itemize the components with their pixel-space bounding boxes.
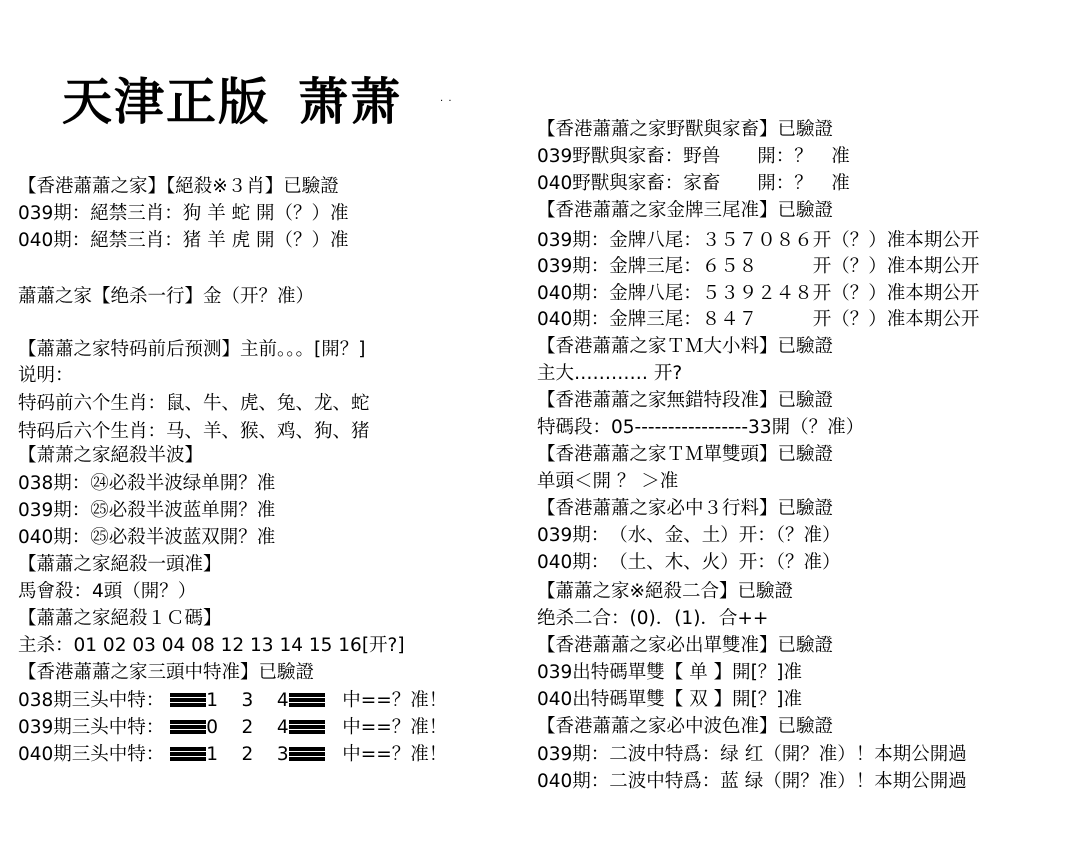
text-line: 040期：絕禁三肖：猪 羊 虎 開（？）准	[18, 230, 349, 251]
section-header: 【蕭蕭之家特码前后预测】主前。。。[開？]	[18, 339, 366, 360]
title-dots: · ·	[440, 96, 453, 107]
text-line: 039期：金牌三尾：６５８ 开（？）准本期公开	[537, 256, 980, 277]
text-line: 说明：	[18, 365, 74, 386]
text-line: 特码后六个生肖：马、羊、猴、鸡、狗、猪	[18, 421, 370, 442]
text-line: 绝杀二合：(0)．(1)．合++	[537, 608, 769, 629]
title-main: 天津正版	[62, 72, 270, 131]
text-line: 040期：金牌三尾：８４７ 开（？）准本期公开	[537, 309, 980, 330]
text-line: 040期： （土、木、火）开：（？准）	[537, 552, 841, 573]
text-line: 039期：㉕必殺半波蓝单開？准	[18, 500, 276, 521]
text-line: 040期：㉕必殺半波蓝双開？准	[18, 527, 276, 548]
text-line: 馬會殺：4頭（開？）	[18, 581, 197, 602]
text-line: 蕭蕭之家【绝杀一行】金（开？准）	[18, 286, 315, 307]
section-header: 【香港蕭蕭之家ＴＭ單雙頭】已驗證	[537, 444, 834, 465]
section-header: 【香港蕭蕭之家金牌三尾准】已驗證	[537, 200, 834, 221]
bars-icon	[289, 720, 325, 734]
three-heads-row: 039期三头中特： 0 2 4 中==？准！	[18, 717, 448, 738]
text-line: 039期： （水、金、土）开：（？准）	[537, 525, 841, 546]
page-title	[62, 62, 402, 134]
text-line: 039野獸與家畜：野兽 開：？ 准	[537, 146, 850, 167]
text-line: 040期：二波中特爲：蓝 绿（開？准）！本期公開過	[537, 771, 967, 792]
text-line: 038期：㉔必殺半波绿单開？准	[18, 473, 276, 494]
text-line: 040野獸與家畜：家畜 開：？ 准	[537, 173, 850, 194]
section-header: 【香港蕭蕭之家必中波色准】已驗證	[537, 716, 834, 737]
text-line: 039期：金牌八尾：３５７０８６开（？）准本期公开	[537, 230, 980, 251]
bars-icon	[170, 693, 206, 707]
section-header: 【蕭蕭之家絕殺一頭准】	[18, 554, 222, 575]
section-header: 【香港蕭蕭之家必出單雙准】已驗證	[537, 635, 834, 656]
text-line: 单頭＜開 ？ ＞准	[537, 471, 679, 492]
section-header: 【香港蕭蕭之家ＴＭ大小料】已驗證	[537, 336, 834, 357]
bars-icon	[289, 693, 325, 707]
section-header: 【香港蕭蕭之家必中３行料】已驗證	[537, 498, 834, 519]
text-line: 特碼段：05-----------------33開（？准）	[537, 417, 865, 438]
section-header: 【香港蕭蕭之家】【絕殺※３肖】已驗證	[18, 176, 339, 197]
three-heads-row: 040期三头中特： 1 2 3 中==？准！	[18, 744, 448, 765]
text-line: 主大………… 开?	[537, 363, 683, 384]
bars-icon	[170, 747, 206, 761]
section-header: 【香港蕭蕭之家無錯特段准】已驗證	[537, 390, 834, 411]
section-header: 【蕭蕭之家※絕殺二合】已驗證	[537, 581, 794, 602]
bars-icon	[170, 720, 206, 734]
text-line: 039期：二波中特爲：绿 红（開？准）！本期公開過	[537, 744, 967, 765]
text-line: 039出特碼單雙【 单 】開[？]准	[537, 662, 803, 683]
title-sub: 萧萧	[298, 72, 402, 131]
three-heads-row: 038期三头中特： 1 3 4 中==？准！	[18, 690, 448, 711]
section-header: 【萧萧之家絕殺半波】	[18, 445, 204, 466]
text-line: 主杀：01 02 03 04 08 12 13 14 15 16[开?]	[18, 635, 405, 656]
text-line: 040期：金牌八尾：５３９２４８开（？）准本期公开	[537, 283, 980, 304]
text-line: 特码前六个生肖：鼠、牛、虎、兔、龙、蛇	[18, 393, 370, 414]
text-line: 040出特碼單雙【 双 】開[？]准	[537, 689, 803, 710]
section-header: 【蕭蕭之家絕殺１Ｃ碼】	[18, 608, 222, 629]
section-header: 【香港蕭蕭之家三頭中特准】已驗證	[18, 662, 315, 683]
bars-icon	[289, 747, 325, 761]
text-line: 039期：絕禁三肖：狗 羊 蛇 開（？）准	[18, 203, 349, 224]
section-header: 【香港蕭蕭之家野獸與家畜】已驗證	[537, 119, 834, 140]
